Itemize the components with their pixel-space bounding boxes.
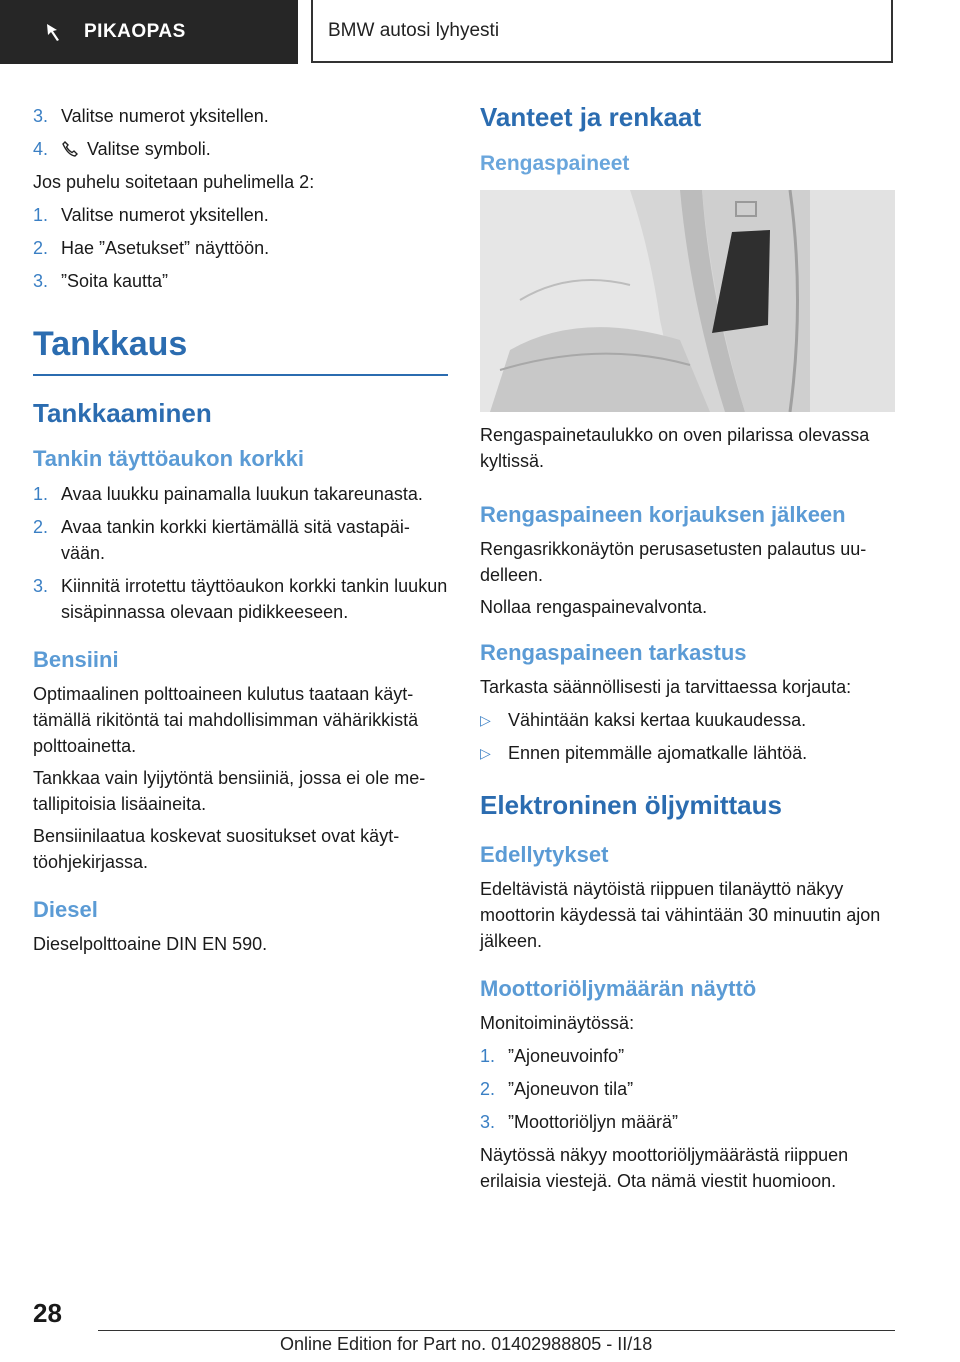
header-section-label: PIKAOPAS — [84, 21, 186, 42]
topic-heading: Rengaspaineen korjauksen jälkeen — [480, 502, 846, 527]
topic-heading: Bensiini — [33, 647, 119, 672]
quick-guide-icon — [44, 21, 66, 43]
list-item: 3. Kiinnitä irrotettu täyttöaukon korkki tankin luukun sisäpinnassa olevaan pidikkeeseen. — [33, 576, 448, 622]
list-item: 4. Valitse symboli. — [33, 139, 211, 159]
edition-footer: Online Edition for Part no. 01402988805 - II/18 — [280, 1334, 653, 1354]
body-text: Tankkaa vain lyijytöntä bensiiniä, jossa ei ole me‐ tallipitoisia lisäaineita. — [33, 768, 426, 814]
topic-heading: Diesel — [33, 897, 98, 922]
page-number: 28 — [33, 1298, 62, 1328]
section-heading: Vanteet ja renkaat — [480, 102, 702, 132]
list-item: ▷ Vähintään kaksi kertaa kuukaudessa. — [480, 710, 807, 730]
list-item: 3. ”Moottoriöljyn määrä” — [480, 1112, 679, 1132]
right-column — [480, 96, 895, 1200]
list-item: 1. Valitse numerot yksitellen. — [33, 205, 269, 225]
photo-caption: Rengaspainetaulukko on oven pilarissa olevassa kyltissä. — [480, 425, 870, 471]
body-text: Näytössä näkyy moottoriöljymäärästä riippuen erilaisia viestejä. Ota nämä viestit huomioon. — [480, 1145, 849, 1191]
list-item: ▷ Ennen pitemmälle ajomatkalle lähtöä. — [480, 743, 808, 763]
body-text: Rengasrikkonäytön perusasetusten palautus uu‐ delleen. — [480, 539, 867, 585]
body-text: Dieselpolttoaine DIN EN 590. — [33, 934, 268, 954]
list-item: 2. ”Ajoneuvon tila” — [480, 1079, 634, 1099]
subsection-heading: Rengaspaineet — [480, 152, 630, 175]
body-text: Bensiinilaatua koskevat suositukset ovat käyt‐ töohjekirjassa. — [33, 826, 400, 872]
body-text: Nollaa rengaspainevalvonta. — [480, 597, 708, 617]
subsection-heading: Tankkaaminen — [33, 398, 212, 428]
list-item: 3. ”Soita kautta” — [33, 271, 169, 291]
topic-heading: Moottoriöljymäärän näyttö — [480, 976, 757, 1001]
topic-heading: Edellytykset — [480, 842, 609, 867]
quick-guide-tab[interactable] — [0, 0, 298, 64]
list-item: 1. ”Ajoneuvoinfo” — [480, 1046, 625, 1066]
body-text: Edeltävistä näytöistä riippuen tilanäyttö näkyy moottorin käydessä tai vähintään 30 minuutin ajon jälkeen. — [480, 879, 881, 951]
footer-divider — [98, 1330, 895, 1331]
left-column — [33, 96, 448, 963]
topic-heading: Rengaspaineen tarkastus — [480, 640, 747, 665]
section-heading: Tankkaus — [33, 322, 448, 376]
phone-icon — [61, 140, 79, 158]
body-text: Monitoiminäytössä: — [480, 1013, 635, 1033]
tire-pressure-label-photo — [480, 190, 895, 412]
body-text: Tarkasta säännöllisesti ja tarvittaessa korjauta: — [480, 677, 852, 697]
chapter-title: BMW autosi lyhyesti — [328, 19, 500, 41]
list-item: 2. Hae ”Asetukset” näyttöön. — [33, 238, 270, 258]
list-item: 3. Valitse numerot yksitellen. — [33, 106, 269, 126]
body-text: Jos puhelu soitetaan puhelimella 2: — [33, 172, 315, 192]
topic-heading: Tankin täyttöaukon korkki — [33, 446, 304, 471]
list-item: 1. Avaa luukku painamalla luukun takareunasta. — [33, 484, 423, 504]
list-item: 2. Avaa tankin korkki kiertämällä sitä vastapäi‐ vään. — [33, 517, 410, 563]
chapter-header — [311, 0, 893, 63]
body-text: Optimaalinen polttoaineen kulutus taataan käyt‐ tämällä rikitöntä tai mahdollisimman vähärikkistä polttoainetta. — [33, 684, 419, 756]
section-heading: Elektroninen öljymittaus — [480, 790, 782, 820]
